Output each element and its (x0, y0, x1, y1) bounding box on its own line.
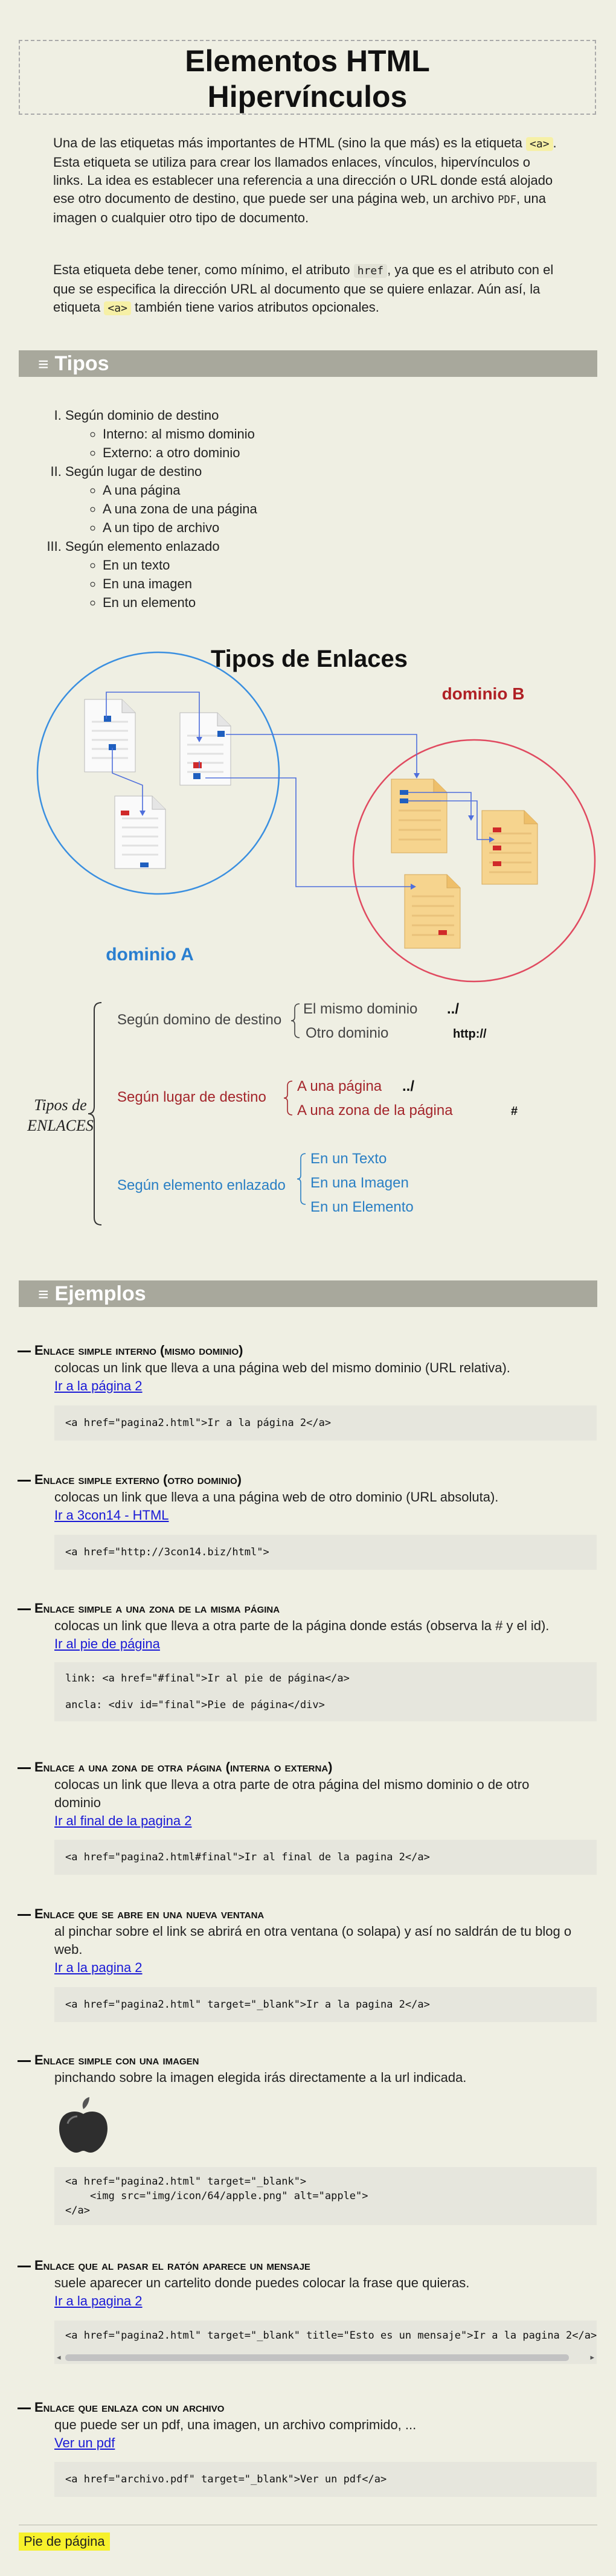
dash-marker (18, 2407, 31, 2409)
title-box (19, 40, 596, 115)
horizontal-scrollbar[interactable] (54, 2351, 597, 2364)
example-heading (18, 1472, 242, 1488)
summary-item: A una página (297, 1078, 382, 1094)
domain-b-circle (353, 740, 595, 981)
example-title: Enlace simple con una imagen (34, 2052, 199, 2067)
intro-paragraph-2 (53, 261, 562, 318)
document-icon (391, 779, 447, 853)
scroll-right-icon[interactable]: ▸ (590, 2353, 594, 2362)
dash-marker (18, 1480, 31, 1482)
document-icon (180, 713, 231, 785)
inline-code-a-tag: <a> (104, 301, 131, 315)
list-item: ◦ En una imagen (103, 574, 580, 593)
summary-group-2: Según lugar de destino (117, 1089, 266, 1105)
summary-hint: ../ (447, 1001, 460, 1017)
example-title: Enlace simple interno (mismo dominio) (34, 1343, 243, 1358)
intro-text: , ya que es el atributo con el que se especifica la dirección URL al documento que se quiere enlazar. Aún así, la etiqueta (53, 262, 554, 315)
list-item-label: Según lugar de destino (65, 464, 202, 479)
code-example: <a href="pagina2.html" target="_blank">Ir a la pagina 2</a> (54, 1987, 597, 2022)
example-title: Enlace a una zona de otra página (interna o externa) (34, 1759, 333, 1775)
code-example: <a href="archivo.pdf" target="_blank">Ver un pdf</a> (54, 2462, 597, 2497)
menu-icon: ≡ (38, 355, 49, 374)
list-item: ◦ Externo: a otro dominio (103, 443, 580, 462)
page-title (20, 43, 595, 115)
code-example: <a href="pagina2.html">Ir a la página 2</a> (54, 1405, 597, 1441)
example-link[interactable]: Ir al final de la pagina 2 (54, 1813, 192, 1828)
domain-b-label: dominio B (441, 684, 525, 703)
code-example: <a href="http://3con14.biz/html"> (54, 1535, 597, 1570)
section-title: Ejemplos (54, 1282, 146, 1305)
example-description: al pinchar sobre el link se abrirá en otra ventana (o solapa) y así no saldrán de tu blog o web. (54, 1924, 572, 1957)
example-heading (18, 2400, 224, 2415)
summary-hint: # (511, 1105, 518, 1118)
dash-marker (18, 1608, 31, 1610)
intro-text: Una de las etiquetas más importantes de HTML (sino la que más) es la etiqueta (53, 135, 527, 150)
example-description: pinchando sobre la imagen elegida irás directamente a la url indicada. (54, 2070, 467, 2085)
list-item: ◦ A un tipo de archivo (103, 518, 580, 537)
summary-group-3: Según elemento enlazado (117, 1177, 286, 1193)
example-link[interactable]: Ir a la pagina 2 (54, 1960, 143, 1975)
summary-root-line-1: Tipos de (34, 1096, 87, 1114)
code-example: link: <a href="#final">Ir al pie de página</a> ancla: <div id="final">Pie de página</div> (54, 1662, 597, 1721)
example-heading (18, 1343, 243, 1358)
example-title: Enlace que se abre en una nueva ventana (34, 1906, 265, 1921)
scroll-left-icon[interactable]: ◂ (57, 2353, 61, 2362)
example-heading (18, 1601, 280, 1616)
example-description: colocas un link que lleva a una página web de otro dominio (URL absoluta). (54, 1489, 499, 1505)
main-brace (88, 1003, 101, 1225)
example-title: Enlace simple a una zona de la misma página (34, 1601, 280, 1616)
section-header-ejemplos (19, 1280, 597, 1307)
code-example: <a href="pagina2.html" target="_blank" title="Esto es un mensaje">Ir a la pagina 2</a> (54, 2321, 597, 2351)
section-header-tipos (19, 350, 597, 377)
list-item (65, 406, 580, 462)
example-description: que puede ser un pdf, una imagen, un archivo comprimido, ... (54, 2417, 417, 2432)
example-heading (18, 1759, 333, 1775)
code-example: <a href="pagina2.html#final">Ir al final de la pagina 2</a> (54, 1840, 597, 1875)
diagram-title: Tipos de Enlaces (210, 646, 408, 672)
link-types-summary (27, 991, 580, 1232)
dash-marker (18, 1767, 31, 1769)
summary-item: En un Elemento (310, 1199, 414, 1215)
example-heading (18, 2052, 199, 2068)
list-item (65, 462, 580, 537)
section-title: Tipos (54, 352, 109, 375)
list-item: ◦ Interno: al mismo dominio (103, 425, 580, 443)
list-item: ◦ A una zona de una página (103, 499, 580, 518)
summary-group-1: Según domino de destino (117, 1012, 282, 1028)
list-item (65, 537, 580, 612)
code-example: <a href="pagina2.html" target="_blank"> <img src="img/icon/64/apple.png" alt="apple"> </a> (54, 2167, 597, 2225)
intro-text: Esta etiqueta debe tener, como mínimo, el atributo (53, 262, 354, 277)
example-link[interactable]: Ir a la pagina 2 (54, 2293, 143, 2308)
dash-marker (18, 2060, 31, 2062)
domain-a-label: dominio A (106, 945, 194, 965)
intro-text: , una imagen o cualquier otro tipo de documento. (53, 191, 546, 225)
example-description: colocas un link que lleva a una página web del mismo dominio (URL relativa). (54, 1360, 510, 1375)
document-icon (115, 796, 165, 869)
summary-hint: http:// (453, 1027, 487, 1041)
list-item: ◦ En un elemento (103, 593, 580, 612)
example-link[interactable]: Ir al pie de página (54, 1636, 160, 1651)
list-item-label: Según elemento enlazado (65, 539, 220, 554)
inline-code-href: href (354, 264, 387, 278)
dash-marker (18, 1914, 31, 1916)
example-title: Enlace simple externo (otro dominio) (34, 1472, 242, 1487)
example-heading (18, 1906, 264, 1922)
summary-hint: ../ (402, 1078, 415, 1094)
link-types-diagram (24, 634, 592, 978)
summary-item: Otro dominio (306, 1025, 389, 1041)
example-title: Enlace que al pasar el ratón aparece un mensaje (34, 2258, 310, 2273)
intro-text: también tiene varios atributos opcionales. (130, 300, 379, 315)
example-link[interactable]: Ir a 3con14 - HTML (54, 1508, 169, 1523)
summary-item: El mismo dominio (303, 1001, 418, 1017)
menu-icon: ≡ (38, 1285, 49, 1305)
example-link[interactable]: Ir a la página 2 (54, 1378, 143, 1393)
tipos-list (36, 406, 580, 612)
summary-item: En una Imagen (310, 1175, 409, 1191)
summary-item: En un Texto (310, 1151, 387, 1167)
intro-paragraph-1 (53, 134, 562, 227)
example-link[interactable]: Ver un pdf (54, 2435, 115, 2450)
example-description: colocas un link que lleva a otra parte de la página donde estás (observa la # y el id). (54, 1618, 550, 1633)
list-item: ◦ A una página (103, 481, 580, 499)
document-icon (482, 811, 537, 884)
dash-marker (18, 1351, 31, 1352)
title-line-1: Elementos HTML (185, 44, 430, 78)
list-item-label: Según dominio de destino (65, 408, 219, 423)
example-title: Enlace que enlaza con un archivo (34, 2400, 225, 2415)
intro-text: . Esta etiqueta se utiliza para crear los llamados enlaces, vínculos, hipervínculos o links. La idea es establecer una referencia a una dirección o URL donde está alojado ese otro documento de destino, que puede ser una página web, un archivo (53, 135, 557, 206)
list-item: ◦ En un texto (103, 556, 580, 574)
scrollbar-thumb[interactable] (65, 2354, 569, 2361)
title-line-2: Hipervínculos (207, 80, 408, 114)
inline-code-pdf: PDF (498, 194, 517, 206)
example-heading (18, 2258, 310, 2273)
example-description: suele aparecer un cartelito donde puedes colocar la frase que quieras. (54, 2275, 470, 2290)
document-icon (85, 699, 135, 772)
apple-icon[interactable] (56, 2096, 111, 2154)
example-description: colocas un link que lleva a otra parte de otra página del mismo dominio o de otro dominio (54, 1777, 530, 1810)
summary-item: A una zona de la página (297, 1102, 453, 1119)
inline-code-a-tag: <a> (526, 137, 553, 151)
dash-marker (18, 2266, 31, 2267)
footer-anchor: Pie de página (19, 2533, 110, 2551)
summary-root-line-2: ENLACES (27, 1117, 94, 1134)
